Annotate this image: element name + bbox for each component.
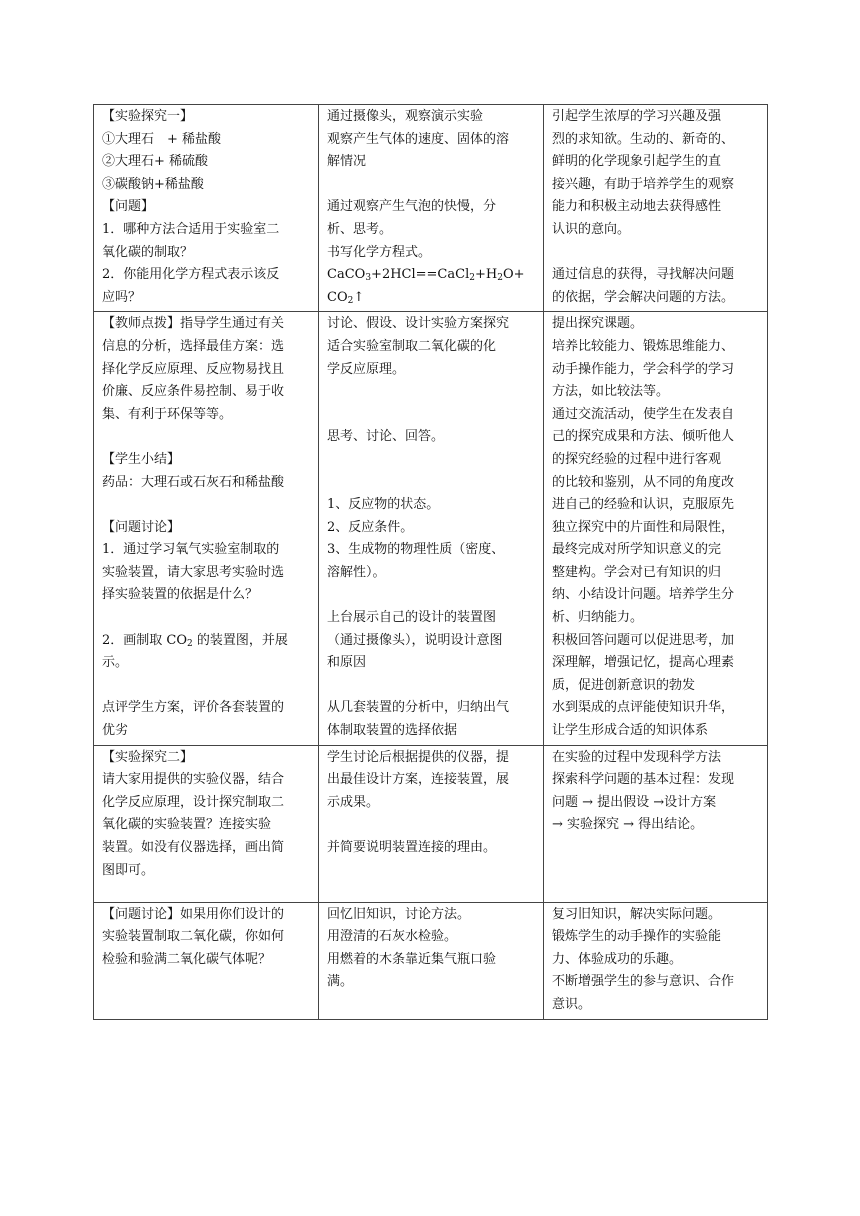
lesson-plan-page bbox=[93, 104, 767, 1020]
text-line: 最终完成对所学知识意义的完 bbox=[552, 542, 722, 558]
text-line: 和原因 bbox=[327, 655, 367, 671]
text-line bbox=[327, 584, 537, 607]
lesson-plan-table bbox=[93, 104, 768, 1020]
text-line: 进自己的经验和认识，克服原先 bbox=[552, 497, 735, 513]
design-intent-cell bbox=[544, 105, 768, 312]
text-line: 讨论、假设、设计实验方案探究 bbox=[327, 316, 510, 332]
student-activity-cell bbox=[319, 902, 544, 1019]
text-line: → 实验探究 → 得出结论。 bbox=[552, 817, 704, 833]
text-line: 点评学生方案，评价各套装置的 bbox=[102, 700, 285, 716]
text-line bbox=[102, 426, 312, 449]
text-line: 适合实验室制取二氧化碳的化 bbox=[327, 338, 497, 354]
text-line bbox=[327, 675, 537, 698]
text-line: 请大家用提供的实验仪器，结合 bbox=[102, 772, 285, 788]
text-line: 通过信息的获得，寻找解决问题 bbox=[552, 267, 735, 283]
text-line: 化学反应原理，设计探究制取二 bbox=[102, 794, 285, 810]
text-line bbox=[327, 381, 537, 404]
text-line bbox=[102, 607, 312, 630]
text-line: 价廉、反应条件易控制、易于收 bbox=[102, 384, 285, 400]
table-row bbox=[94, 312, 768, 745]
text-line: 的探究经验的过程中进行客观 bbox=[552, 451, 722, 467]
text-line bbox=[327, 174, 537, 197]
text-line: 通过摄像头，观察演示实验 bbox=[327, 109, 484, 124]
text-line: 体制取装置的选择依据 bbox=[327, 723, 458, 739]
text-line: 实验装置制取二氧化碳，你如何 bbox=[102, 929, 285, 945]
text-line: 复习旧知识，解决实际问题。 bbox=[552, 906, 722, 922]
text-line: 问题 → 提出假设 →设计方案 bbox=[552, 794, 717, 810]
text-line: 书写化学方程式。 bbox=[327, 244, 432, 260]
table-row bbox=[94, 745, 768, 902]
text-line: 氧化碳的制取？ bbox=[102, 244, 194, 260]
text-line: 提出探究课题。 bbox=[552, 316, 644, 332]
text-line: 接兴趣，有助于培养学生的观察 bbox=[552, 176, 735, 192]
text-line: 让学生形成合适的知识体系 bbox=[552, 723, 709, 739]
text-line: 培养比较能力、锻炼思维能力、 bbox=[552, 338, 735, 354]
text-line: （通过摄像头），说明设计意图 bbox=[327, 632, 503, 648]
text-line: ③碳酸钠+稀盐酸 bbox=[102, 176, 204, 192]
text-line: 【学生小结】 bbox=[102, 451, 181, 467]
text-line: 力、体验成功的乐趣。 bbox=[552, 951, 683, 967]
text-line: 不断增强学生的参与意识、合作 bbox=[552, 974, 735, 990]
text-line: 通过交流活动，使学生在发表自 bbox=[552, 406, 735, 422]
text-line: 【问题讨论】 bbox=[102, 519, 181, 535]
text-line: 能力和积极主动地去获得感性 bbox=[552, 199, 722, 215]
text-line: 3、生成物的物理性质（密度、 bbox=[327, 542, 505, 558]
text-line: 1、反应物的状态。 bbox=[327, 497, 440, 513]
text-line: 纳、小结设计问题。培养学生分 bbox=[552, 587, 735, 603]
text-line: 析、思考。 bbox=[327, 221, 393, 237]
text-line: 的比较和鉴别，从不同的角度改 bbox=[552, 474, 735, 490]
text-line: 图即可。 bbox=[102, 862, 155, 878]
text-line: 方法，如比较法等。 bbox=[552, 384, 670, 400]
text-line: 应吗？ bbox=[102, 289, 142, 305]
text-line bbox=[552, 242, 761, 265]
text-line: 1．哪种方法合适用于实验室二 bbox=[102, 221, 280, 237]
text-line: 信息的分析，选择最佳方案：选 bbox=[102, 338, 285, 354]
text-line: 析、归纳能力。 bbox=[552, 610, 644, 626]
text-line: 积极回答问题可以促进思考，加 bbox=[552, 632, 735, 648]
text-line: 检验和验满二氧化碳气体呢？ bbox=[102, 951, 272, 967]
text-line: 【教师点拨】指导学生通过有关 bbox=[102, 316, 285, 332]
text-line: 动手操作能力，学会科学的学习 bbox=[552, 361, 735, 377]
text-line: 观察产生气体的速度、固体的溶 bbox=[327, 131, 510, 147]
text-line: ①大理石 + 稀盐酸 bbox=[102, 131, 222, 147]
text-line: ②大理石+ 稀硫酸 bbox=[102, 154, 209, 170]
drawing-task-line: 2．画制取 $CO_2$ 的装置图，并展 bbox=[102, 632, 288, 649]
text-line: 满。 bbox=[327, 974, 354, 990]
text-line: 出最佳设计方案，连接装置，展 bbox=[327, 772, 510, 788]
text-line: 探索科学问题的基本过程：发现 bbox=[552, 772, 735, 788]
text-line: 【实验探究一】 bbox=[102, 109, 194, 124]
text-line: 【问题讨论】如果用你们设计的 bbox=[102, 906, 285, 922]
text-line: 水到渠成的点评能使知识升华， bbox=[552, 700, 735, 716]
text-line: 通过观察产生气泡的快慢，分 bbox=[327, 199, 497, 215]
text-line bbox=[102, 494, 312, 517]
text-line: 从几套装置的分析中，归纳出气 bbox=[327, 700, 510, 716]
text-line: 并简要说明装置连接的理由。 bbox=[327, 840, 497, 855]
text-line: 溶解性）。 bbox=[327, 564, 386, 580]
text-line bbox=[327, 449, 537, 472]
text-line: 【实验探究二】 bbox=[102, 749, 194, 765]
text-line: 1．通过学习氧气实验室制取的 bbox=[102, 542, 280, 558]
table-row bbox=[94, 902, 768, 1019]
text-line: 装置。如没有仪器选择，画出简 bbox=[102, 840, 285, 855]
student-activity-cell bbox=[319, 312, 544, 745]
text-line: 的依据，学会解决问题的方法。 bbox=[552, 289, 735, 305]
text-line bbox=[327, 404, 537, 427]
text-line: 学生讨论后根据提供的仪器，提 bbox=[327, 749, 510, 765]
chemical-equation: $CaCO_3+2HCl==CaCl_2+H_2O+$ bbox=[327, 267, 525, 284]
text-line: 氧化碳的实验装置？连接实验 bbox=[102, 817, 272, 833]
design-intent-cell bbox=[544, 902, 768, 1019]
table-row bbox=[94, 105, 768, 312]
text-line: 在实验的过程中发现科学方法 bbox=[552, 749, 722, 765]
text-line: 择实验装置的依据是什么？ bbox=[102, 587, 259, 603]
text-line: 引起学生浓厚的学习兴趣及强 bbox=[552, 109, 722, 124]
design-intent-cell bbox=[544, 745, 768, 902]
text-line: 认识的意向。 bbox=[552, 221, 631, 237]
text-line: 意识。 bbox=[552, 997, 592, 1012]
text-line: 烈的求知欲。生动的、新奇的、 bbox=[552, 131, 735, 147]
text-line: 己的探究成果和方法、倾听他人 bbox=[552, 429, 735, 445]
text-line: 质，促进创新意识的勃发 bbox=[552, 677, 696, 693]
chemical-equation-cont: $CO_2↑$ bbox=[327, 289, 365, 306]
text-line: 择化学反应原理、反应物易找且 bbox=[102, 361, 285, 377]
student-activity-cell bbox=[319, 105, 544, 312]
text-line: 鲜明的化学现象引起学生的直 bbox=[552, 154, 722, 170]
teacher-activity-cell bbox=[94, 105, 319, 312]
text-line: 思考、讨论、回答。 bbox=[327, 429, 445, 445]
teacher-activity-cell bbox=[94, 745, 319, 902]
text-line: 锻炼学生的动手操作的实验能 bbox=[552, 929, 722, 945]
text-line: 2．你能用化学方程式表示该反 bbox=[102, 267, 280, 283]
text-line: 示成果。 bbox=[327, 794, 380, 810]
text-line: 示。 bbox=[102, 655, 129, 671]
text-line bbox=[327, 814, 537, 837]
text-line: 学反应原理。 bbox=[327, 361, 406, 377]
text-line: 2、反应条件。 bbox=[327, 519, 414, 535]
teacher-activity-cell bbox=[94, 312, 319, 745]
text-line bbox=[102, 675, 312, 698]
text-line: 优劣 bbox=[102, 723, 129, 739]
text-line: 实验装置，请大家思考实验时选 bbox=[102, 564, 285, 580]
text-line: 上台展示自己的设计的装置图 bbox=[327, 610, 497, 626]
text-line: 【问题】 bbox=[102, 199, 155, 215]
text-line: 回忆旧知识，讨论方法。 bbox=[327, 906, 471, 922]
design-intent-cell bbox=[544, 312, 768, 745]
text-line: 深理解，增强记忆，提高心理素 bbox=[552, 655, 735, 671]
text-line: 解情况 bbox=[327, 154, 367, 170]
text-line: 药品：大理石或石灰石和稀盐酸 bbox=[102, 474, 285, 490]
text-line: 整建构。学会对已有知识的归 bbox=[552, 564, 722, 580]
text-line: 集、有利于环保等等。 bbox=[102, 406, 233, 422]
text-line: 独立探究中的片面性和局限性， bbox=[552, 519, 735, 535]
text-line bbox=[327, 472, 537, 495]
teacher-activity-cell bbox=[94, 902, 319, 1019]
text-line: 用燃着的木条靠近集气瓶口验 bbox=[327, 951, 497, 967]
student-activity-cell bbox=[319, 745, 544, 902]
text-line: 用澄清的石灰水检验。 bbox=[327, 929, 458, 945]
